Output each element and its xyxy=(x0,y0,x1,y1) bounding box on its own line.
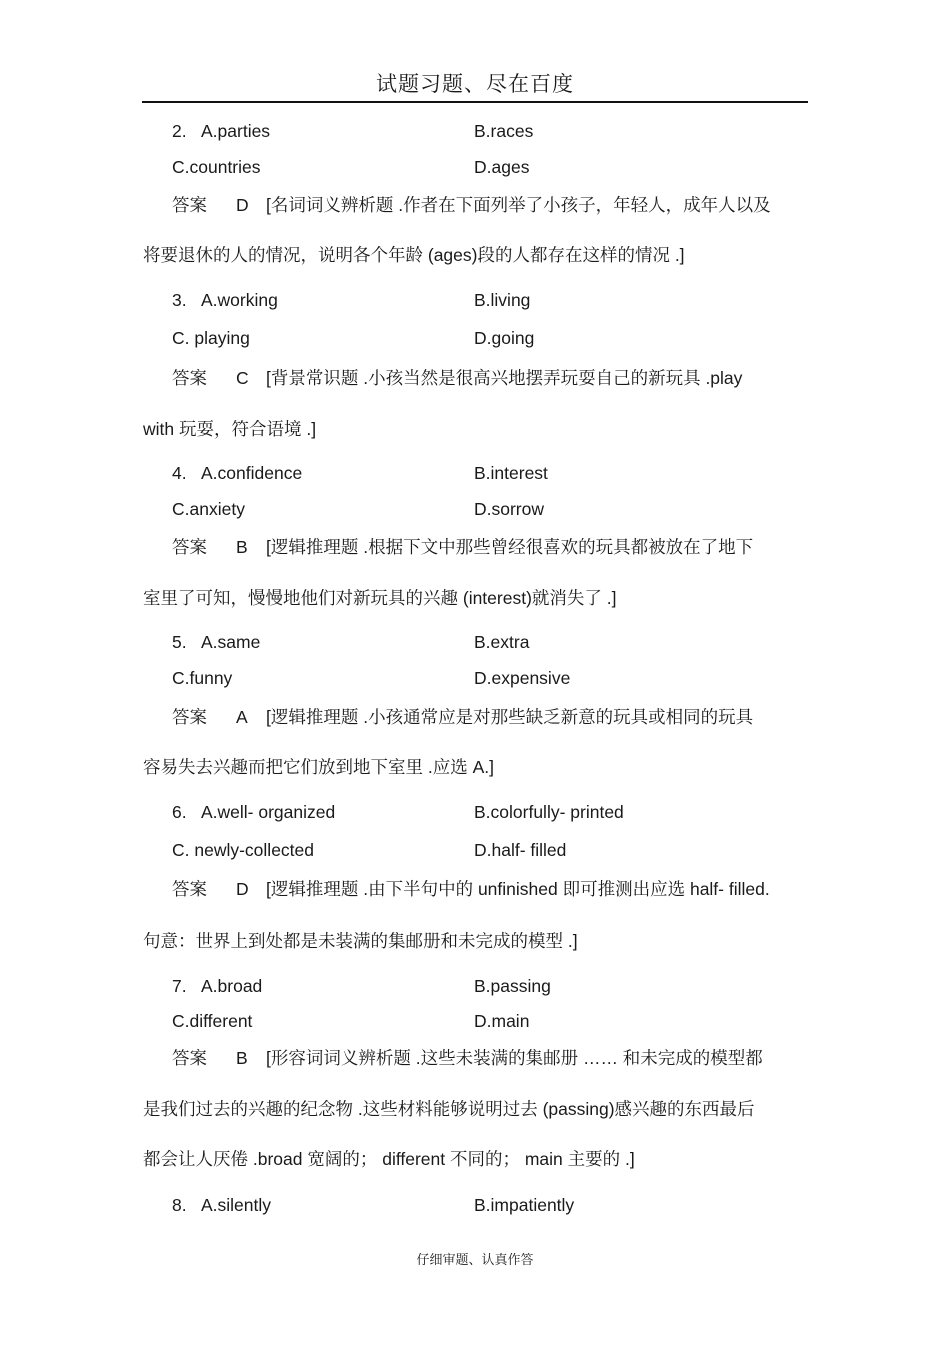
question-4-option-d: D.sorrow xyxy=(474,499,545,519)
explanation-line: [逻辑推理题 .由下半句中的 unfinished 即可推测出应选 half- filled. xyxy=(266,879,770,899)
question-4-option-b: B.interest xyxy=(474,463,548,483)
question-3-option-b: B.living xyxy=(474,290,531,310)
question-number: 7. xyxy=(172,976,187,996)
option-a: A.same xyxy=(201,632,261,652)
explanation-line: [背景常识题 .小孩当然是很高兴地摆弄玩耍自己的新玩具 .play xyxy=(266,368,743,388)
question-5-option-d: D.expensive xyxy=(474,668,571,688)
question-number: 3. xyxy=(172,290,187,310)
answer-letter: D xyxy=(236,195,249,215)
question-5-option-b: B.extra xyxy=(474,632,530,652)
question-2-option-a xyxy=(172,120,270,142)
option-a: A.working xyxy=(201,290,278,310)
question-3-option-d: D.going xyxy=(474,328,535,348)
answer-label: 答案 xyxy=(172,368,207,388)
question-8-option-a xyxy=(172,1194,271,1216)
question-number: 2. xyxy=(172,121,187,141)
question-2-answer xyxy=(172,194,771,216)
question-7-explanation-cont: 是我们过去的兴趣的纪念物 .这些材料能够说明过去 (passing)感兴趣的东西最后 xyxy=(143,1099,755,1119)
question-5-option-a xyxy=(172,631,260,653)
question-7-answer xyxy=(172,1047,763,1069)
explanation-line: [名词词义辨析题 .作者在下面列举了小孩子，年轻人，成年人以及 xyxy=(266,195,771,215)
question-4-answer xyxy=(172,536,753,558)
question-number: 5. xyxy=(172,632,187,652)
question-6-option-c: C. newly-collected xyxy=(172,840,314,860)
question-7-option-c: C.different xyxy=(172,1011,253,1031)
question-number: 8. xyxy=(172,1195,187,1215)
answer-label: 答案 xyxy=(172,537,207,557)
question-5-option-c: C.funny xyxy=(172,668,233,688)
question-3-option-a xyxy=(172,289,278,311)
answer-letter: A xyxy=(236,707,248,727)
explanation-line: [逻辑推理题 .小孩通常应是对那些缺乏新意的玩具或相同的玩具 xyxy=(266,707,754,727)
question-6-option-a xyxy=(172,801,335,823)
question-4-option-c: C.anxiety xyxy=(172,499,245,519)
explanation-line: [形容词词义辨析题 .这些未装满的集邮册 …… 和未完成的模型都 xyxy=(266,1048,763,1068)
answer-letter: D xyxy=(236,879,249,899)
question-3-answer xyxy=(172,367,742,389)
question-7-option-b: B.passing xyxy=(474,976,551,996)
question-6-option-d: D.half- filled xyxy=(474,840,567,860)
answer-label: 答案 xyxy=(172,1048,207,1068)
question-4-explanation-cont: 室里了可知，慢慢地他们对新玩具的兴趣 (interest)就消失了 .] xyxy=(143,588,617,608)
question-7-explanation-cont-2: 都会让人厌倦 .broad 宽阔的； different 不同的； main 主要的 .] xyxy=(143,1149,635,1169)
explanation-line: [逻辑推理题 .根据下文中那些曾经很喜欢的玩具都被放在了地下 xyxy=(266,537,754,557)
option-a: A.well- organized xyxy=(201,802,336,822)
answer-label: 答案 xyxy=(172,707,207,727)
question-3-option-c: C. playing xyxy=(172,328,250,348)
question-6-option-b: B.colorfully- printed xyxy=(474,802,624,822)
question-5-explanation-cont: 容易失去兴趣而把它们放到地下室里 .应选 A.] xyxy=(143,757,494,777)
option-a: A.silently xyxy=(201,1195,272,1215)
question-6-answer xyxy=(172,878,770,900)
page-header-title: 试题习题、尽在百度 xyxy=(376,72,574,96)
answer-label: 答案 xyxy=(172,195,207,215)
answer-label: 答案 xyxy=(172,879,207,899)
question-7-option-a xyxy=(172,975,262,997)
header-divider xyxy=(142,101,808,103)
answer-letter: B xyxy=(236,537,248,557)
question-number: 6. xyxy=(172,802,187,822)
question-8-option-b: B.impatiently xyxy=(474,1195,575,1215)
question-2-option-c: C.countries xyxy=(172,157,261,177)
question-2-option-d: D.ages xyxy=(474,157,530,177)
option-a: A.confidence xyxy=(201,463,303,483)
question-4-option-a xyxy=(172,462,302,484)
question-5-answer xyxy=(172,706,753,728)
page-footer: 仔细审题、认真作答 xyxy=(416,1253,534,1268)
question-2-option-b: B.races xyxy=(474,121,534,141)
question-number: 4. xyxy=(172,463,187,483)
option-a: A.parties xyxy=(201,121,271,141)
answer-letter: C xyxy=(236,368,249,388)
option-a: A.broad xyxy=(201,976,263,996)
question-7-option-d: D.main xyxy=(474,1011,530,1031)
question-3-explanation-cont: with 玩耍，符合语境 .] xyxy=(143,419,317,439)
question-2-explanation-cont: 将要退休的人的情况，说明各个年龄 (ages)段的人都存在这样的情况 .] xyxy=(143,245,685,265)
question-6-explanation-cont: 句意：世界上到处都是未装满的集邮册和未完成的模型 .] xyxy=(143,931,578,951)
answer-letter: B xyxy=(236,1048,248,1068)
